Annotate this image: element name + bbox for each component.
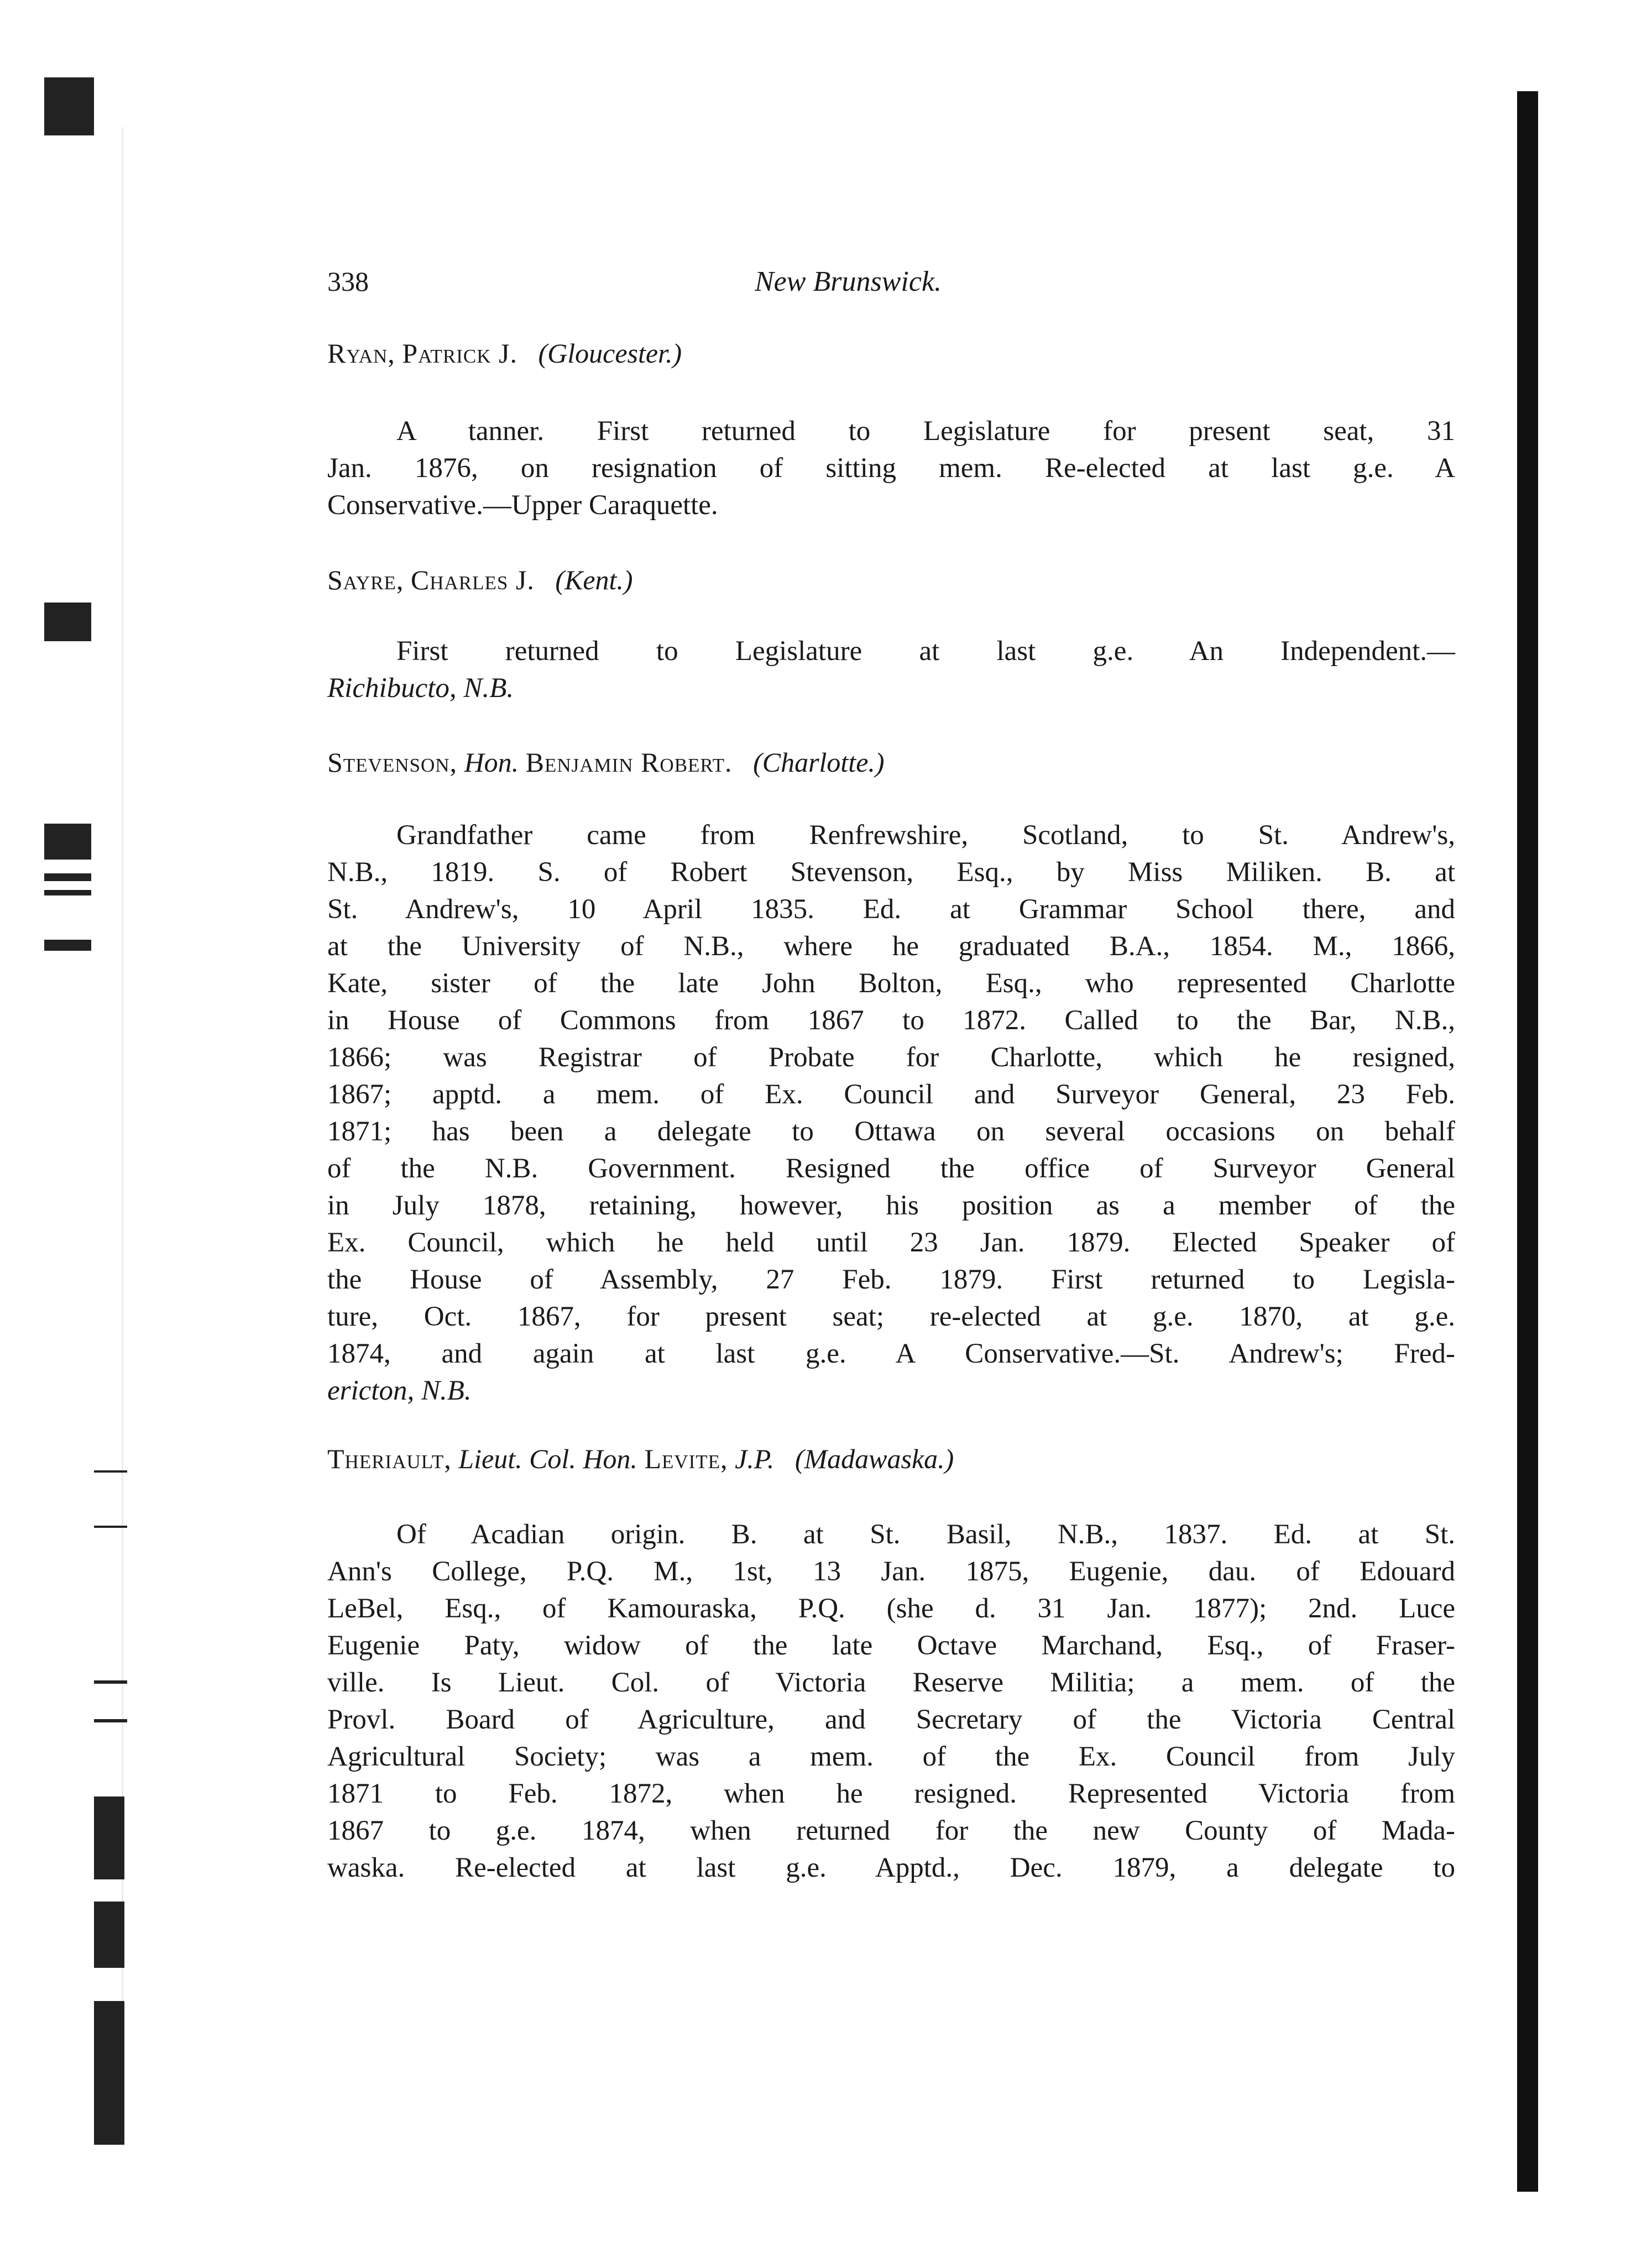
entry-heading-stevenson	[327, 746, 885, 778]
entry-body-sayre	[327, 633, 1455, 707]
text-line: 1871; has been a delegate to Ottawa on several occasions on behalf	[327, 1116, 1455, 1147]
text-line: 1866; was Registrar of Probate for Charlotte, which he resigned,	[327, 1042, 1455, 1073]
text-line: Of Acadian origin. B. at St. Basil, N.B., 1837. Ed. at St.	[396, 1519, 1455, 1550]
text-line: 1871 to Feb. 1872, when he resigned. Represented Victoria from	[327, 1778, 1455, 1809]
text-line: Provl. Board of Agriculture, and Secretary of the Victoria Central	[327, 1704, 1455, 1735]
text-line: of the N.B. Government. Resigned the office of Surveyor General	[327, 1153, 1455, 1184]
entry-title: Lieut. Col. Hon.	[458, 1443, 637, 1474]
entry-heading-ryan	[327, 337, 682, 369]
text-line: in House of Commons from 1867 to 1872. Called to the Bar, N.B.,	[327, 1005, 1455, 1036]
entry-constituency: (Madawaska.)	[794, 1443, 954, 1474]
text-line: Ex. Council, which he held until 23 Jan. 1879. Elected Speaker of	[327, 1227, 1455, 1258]
entry-constituency: (Gloucester.)	[538, 338, 682, 369]
scan-binding-marks	[39, 0, 116, 2268]
entry-body-stevenson	[327, 817, 1455, 1410]
text-line: Agricultural Society; was a mem. of the Ex. Council from July	[327, 1741, 1455, 1772]
entry-body-ryan	[327, 413, 1455, 524]
text-line: ericton, N.B.	[327, 1375, 472, 1406]
text-line: the House of Assembly, 27 Feb. 1879. First returned to Legisla-	[327, 1264, 1455, 1295]
entry-constituency: (Kent.)	[555, 564, 633, 595]
text-line: waska. Re-elected at last g.e. Apptd., Dec. 1879, a delegate to	[327, 1852, 1455, 1883]
entry-surname: Theriault,	[327, 1443, 452, 1474]
text-line: 1867; apptd. a mem. of Ex. Council and Surveyor General, 23 Feb.	[327, 1079, 1455, 1110]
text-line: in July 1878, retaining, however, his position as a member of the	[327, 1190, 1455, 1221]
entry-constituency: (Charlotte.)	[753, 747, 885, 778]
entry-given-name: Charles J.	[410, 564, 535, 595]
text-line: Ann's College, P.Q. M., 1st, 13 Jan. 1875, Eugenie, dau. of Edouard	[327, 1556, 1455, 1587]
text-line: St. Andrew's, 10 April 1835. Ed. at Grammar School there, and	[327, 894, 1455, 925]
entry-surname: Sayre,	[327, 564, 404, 595]
entry-title: Hon.	[464, 747, 519, 778]
text-line: Kate, sister of the late John Bolton, Esq., who represented Charlotte	[327, 968, 1455, 999]
page-number: 338	[327, 266, 369, 297]
text-line: ture, Oct. 1867, for present seat; re-elected at g.e. 1870, at g.e.	[327, 1301, 1455, 1332]
text-line: Conservative.—Upper Caraquette.	[327, 490, 718, 521]
scan-edge-bar	[1517, 91, 1538, 2192]
entry-body-theriault	[327, 1516, 1455, 1887]
running-head: New Brunswick.	[755, 266, 942, 297]
text-line: Jan. 1876, on resignation of sitting mem. Re-elected at last g.e. A	[327, 453, 1455, 484]
entry-heading-theriault	[327, 1443, 954, 1475]
text-line: Richibucto, N.B.	[327, 673, 514, 704]
text-line: 1874, and again at last g.e. A Conservative.—St. Andrew's; Fred-	[327, 1338, 1455, 1369]
text-line: Grandfather came from Renfrewshire, Scotland, to St. Andrew's,	[396, 820, 1455, 851]
text-line: Eugenie Paty, widow of the late Octave Marchand, Esq., of Fraser-	[327, 1630, 1455, 1661]
text-line: First returned to Legislature at last g.e. An Independent.—	[396, 636, 1455, 667]
entry-surname: Ryan,	[327, 338, 395, 369]
text-line: N.B., 1819. S. of Robert Stevenson, Esq., by Miss Miliken. B. at	[327, 857, 1455, 888]
text-line: 1867 to g.e. 1874, when returned for the new County of Mada-	[327, 1815, 1455, 1846]
entry-suffix: J.P.	[735, 1443, 775, 1474]
entry-given-name: Patrick J.	[402, 338, 517, 369]
text-line: A tanner. First returned to Legislature for present seat, 31	[396, 416, 1455, 447]
entry-heading-sayre	[327, 564, 633, 596]
entry-surname: Stevenson,	[327, 747, 458, 778]
entry-given-name: Benjamin Robert.	[525, 747, 733, 778]
text-line: at the University of N.B., where he graduated B.A., 1854. M., 1866,	[327, 931, 1455, 962]
text-line: ville. Is Lieut. Col. of Victoria Reserve Militia; a mem. of the	[327, 1667, 1455, 1698]
entry-given-name: Levite,	[644, 1443, 728, 1474]
text-line: LeBel, Esq., of Kamouraska, P.Q. (she d. 31 Jan. 1877); 2nd. Luce	[327, 1593, 1455, 1624]
